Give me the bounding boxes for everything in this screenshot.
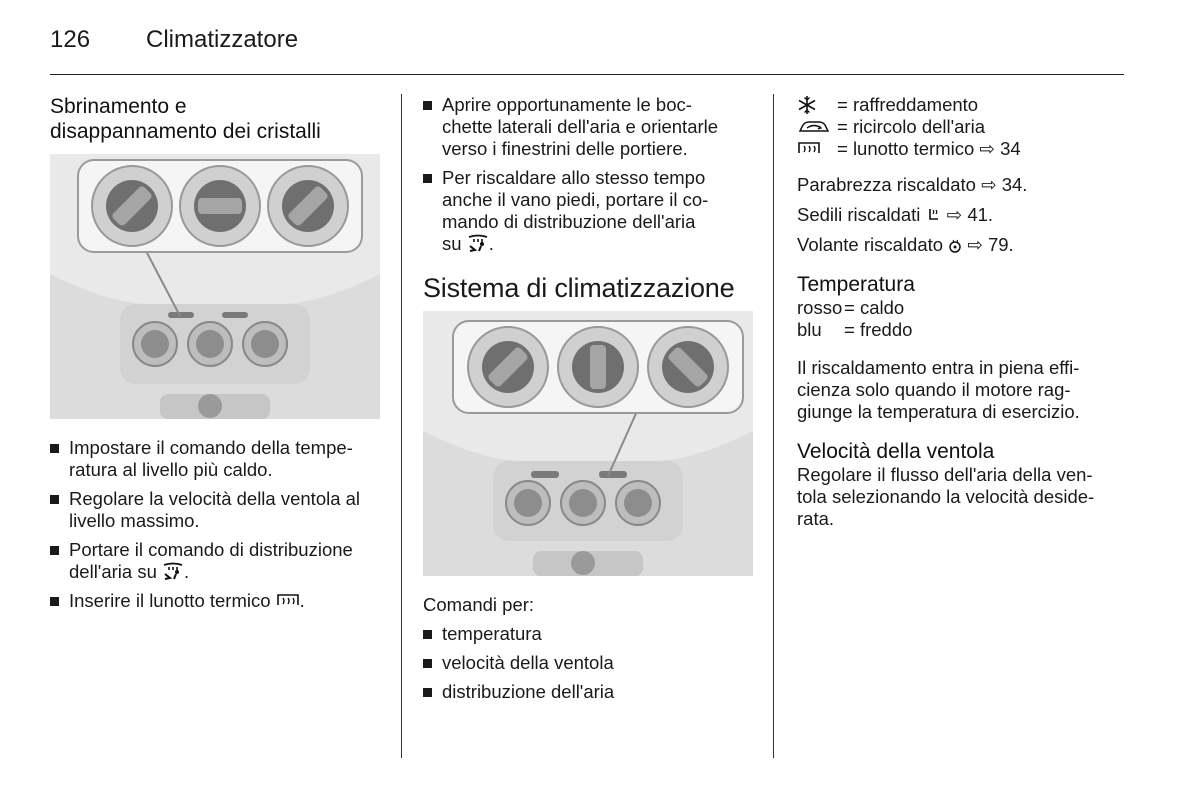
climate-control-illustration	[423, 311, 753, 576]
defrost-steps	[50, 437, 380, 612]
symbol-row: = raffreddamento	[797, 94, 1127, 116]
list-item: Regolare la velocità della ventola al livello massimo.	[50, 488, 380, 532]
list-item: temperatura	[423, 623, 758, 645]
list-item: Impostare il comando della tempe- ratura al livello più caldo.	[50, 437, 380, 481]
list-item: Aprire opportunamente le boc- chette laterali dell'aria e orientarle verso i finestrini delle portiere.	[423, 94, 758, 160]
seat-heater-icon	[926, 207, 942, 223]
legend-row: rosso = caldo	[797, 297, 905, 318]
reference-line: Parabrezza riscaldato ⇨ 34.	[797, 174, 1028, 195]
page-ref-arrow-icon: ⇨	[981, 174, 997, 195]
temperature-paragraph: Il riscaldamento entra in piena effi- cienza solo quando il motore rag- giunge la temperatura di esercizio.	[797, 357, 1080, 422]
fan-speed-paragraph: Regolare il flusso dell'aria della ven- tola selezionando la velocità deside- rata.	[797, 464, 1095, 529]
header-divider	[50, 74, 1124, 75]
middle-column	[423, 94, 758, 710]
left-column	[50, 94, 380, 619]
list-item: Portare il comando di distribuzione dell'aria su .	[50, 539, 380, 583]
vent-tips	[423, 94, 758, 255]
reference-line: Sedili riscaldati ⇨ 41.	[797, 204, 994, 225]
reference-line: Volante riscaldato ⇨ 79.	[797, 234, 1014, 255]
page-number: 126	[50, 26, 91, 53]
defrost-heading-line2: disappannamento dei cristalli	[50, 120, 321, 143]
list-item: Per riscaldare allo stesso tempo anche il vano piedi, portare il co- mando di distribuzione dell'aria su .	[423, 167, 758, 255]
steering-wheel-heater-icon	[948, 239, 962, 253]
defrost-heading	[50, 94, 380, 144]
list-item: velocità della ventola	[423, 652, 758, 674]
symbol-row: = ricircolo dell'aria	[797, 116, 1127, 138]
list-item: distribuzione dell'aria	[423, 681, 758, 703]
column-divider-right	[773, 94, 774, 758]
temperature-legend	[797, 297, 1127, 341]
rear-window-heater-icon	[276, 593, 300, 609]
recirculation-icon	[797, 119, 831, 135]
list-item: Inserire il lunotto termico .	[50, 590, 380, 612]
windscreen-footwell-icon	[162, 562, 184, 580]
commands-list	[423, 623, 758, 703]
temperature-heading: Temperatura	[797, 273, 915, 296]
defrost-heading-line1: Sbrinamento e	[50, 95, 187, 118]
page-title: Climatizzatore	[146, 26, 299, 53]
snowflake-icon	[797, 95, 817, 115]
heating-panel-illustration	[50, 154, 380, 419]
page-ref-arrow-icon: ⇨	[979, 138, 995, 159]
legend-row: blu = freddo	[797, 319, 913, 340]
fan-speed-heading: Velocità della ventola	[797, 440, 995, 463]
commands-intro: Comandi per:	[423, 594, 535, 615]
column-divider-left	[401, 94, 402, 758]
page-header	[50, 26, 298, 54]
page-ref-arrow-icon: ⇨	[967, 234, 983, 255]
symbol-row: = lunotto termico ⇨ 34	[797, 138, 1127, 160]
page-ref-arrow-icon: ⇨	[946, 204, 963, 225]
windscreen-footwell-icon	[467, 234, 489, 252]
right-column	[797, 94, 1127, 530]
section-title: Sistema di climatizzazione	[423, 273, 735, 303]
rear-window-heater-icon	[797, 141, 821, 157]
